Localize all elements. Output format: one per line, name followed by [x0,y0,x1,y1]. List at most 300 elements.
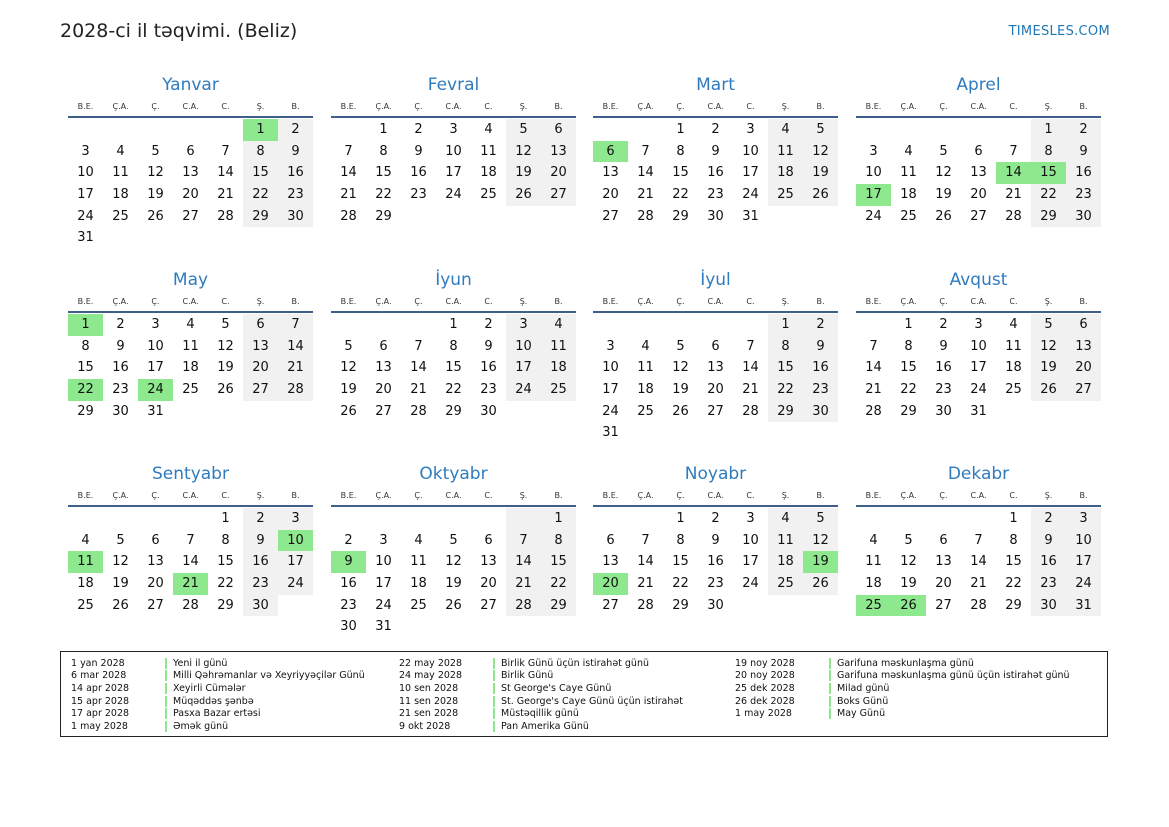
day-cell: 13 [182,165,199,181]
legend-row [399,720,683,733]
day-cell: 10 [742,143,759,159]
day-cell: 12 [147,165,164,181]
month-name: Sentyabr [152,464,229,484]
day-cell: 19 [900,576,917,592]
day-cell: 3 [1066,508,1101,530]
day-cell: 24 [506,379,541,401]
day-cell: 25 [1005,382,1022,398]
day-cell: 8 [904,338,913,354]
legend-marker [165,658,167,669]
day-cell: 22 [900,382,917,398]
month-name: Mart [696,75,735,95]
empty-day-cell [173,508,208,530]
empty-day-cell [366,314,401,336]
day-cell: 29 [243,206,278,228]
weekday-label: Ç. [414,296,423,306]
day-cell: 29 [672,208,689,224]
day-cell: 25 [77,597,94,613]
day-cell: 18 [865,576,882,592]
day-cell: 28 [742,403,759,419]
day-cell: 24 [375,597,392,613]
day-cell: 7 [1009,143,1018,159]
day-cell: 5 [803,119,838,141]
day-cell: 16 [480,360,497,376]
day-cell: 21 [340,187,357,203]
day-cell: 15 [900,360,917,376]
day-cell: 28 [865,403,882,419]
day-cell: 23 [803,379,838,401]
day-cell: 22 [1005,576,1022,592]
weekday-label: C. [1009,490,1018,500]
day-cell: 14 [278,336,313,358]
weekday-header [593,291,838,313]
day-cell: 2 [278,119,313,141]
day-cell: 17 [375,576,392,592]
brand-link[interactable]: TIMESLES.COM [1008,24,1110,39]
day-cell: 11 [768,530,803,552]
day-cell: 11 [541,336,576,358]
day-cell: 24 [970,382,987,398]
weekday-label: B.E. [77,296,94,306]
empty-day-cell [471,508,506,530]
day-cell: 4 [904,143,913,159]
day-grid [68,508,313,616]
day-cell: 8 [676,532,685,548]
weekday-label: Ç.A. [900,101,917,111]
day-cell: 13 [1066,336,1101,358]
weekday-label: Ş. [781,296,790,306]
empty-day-cell [436,508,471,530]
day-cell: 3 [81,143,90,159]
day-cell: 12 [1031,336,1066,358]
day-cell: 6 [974,143,983,159]
day-cell: 16 [707,554,724,570]
legend-marker [493,670,495,681]
day-cell: 2 [414,122,423,137]
empty-day-cell [961,119,996,141]
legend-date: 9 okt 2028 [399,720,451,732]
weekday-label: Ç.A. [112,490,129,500]
empty-day-cell [961,508,996,530]
day-cell: 25 [637,403,654,419]
weekday-label: B. [816,296,825,306]
month-august [856,269,1101,422]
day-grid [856,314,1101,422]
day-cell: 9 [116,338,125,354]
legend-marker [493,696,495,707]
day-cell: 18 [900,187,917,203]
day-cell: 28 [637,208,654,224]
legend-date: 19 noy 2028 [735,657,795,669]
legend-date: 21 sen 2028 [399,708,459,720]
empty-day-cell [593,314,628,336]
empty-day-cell [506,508,541,530]
legend-date: 26 dek 2028 [735,695,795,707]
day-cell: 23 [112,382,129,398]
day-cell: 2 [711,122,720,137]
legend-row [735,707,1070,720]
legend-row [399,670,683,683]
day-cell: 28 [1005,208,1022,224]
day-grid [68,119,313,249]
month-name: Fevral [427,75,480,95]
weekday-label: B.E. [865,101,882,111]
day-cell: 14 [410,360,427,376]
day-cell: 27 [602,597,619,613]
day-cell: 24 [602,403,619,419]
legend-marker [493,658,495,669]
weekday-label: C. [746,101,755,111]
day-cell: 6 [151,532,160,548]
day-cell: 23 [243,573,278,595]
day-cell: 27 [1066,379,1101,401]
day-cell: 20 [602,187,619,203]
month-november [593,463,838,616]
day-cell: 14 [970,554,987,570]
holiday-day-cell: 24 [138,379,173,401]
day-cell: 4 [186,317,195,332]
month-july [593,269,838,444]
weekday-label: Ç.A. [637,101,654,111]
month-march [593,74,838,227]
day-cell: 4 [768,508,803,530]
day-cell: 18 [410,576,427,592]
day-cell: 21 [506,573,541,595]
day-cell: 12 [672,360,689,376]
day-cell: 25 [541,379,576,401]
day-cell: 24 [278,573,313,595]
day-cell: 13 [375,360,392,376]
weekday-header [68,485,313,507]
day-cell: 8 [541,530,576,552]
holiday-day-cell: 21 [173,573,208,595]
day-cell: 22 [541,573,576,595]
day-cell: 16 [410,165,427,181]
legend-holiday-name: May Günü [837,708,886,720]
day-cell: 8 [243,141,278,163]
day-cell: 20 [541,162,576,184]
day-cell: 15 [77,360,94,376]
day-cell: 18 [77,576,94,592]
weekday-label: Ş. [519,490,528,500]
day-cell: 17 [506,357,541,379]
legend-holiday-name: Milli Qəhrəmanlar və Xeyriyyəçilər Günü [173,670,365,682]
day-cell: 24 [445,187,462,203]
legend-row [399,682,683,695]
weekday-label: B. [554,296,563,306]
day-cell: 6 [711,338,720,354]
day-cell: 21 [742,382,759,398]
day-cell: 12 [217,338,234,354]
weekday-label: C.A. [970,101,987,111]
day-cell: 7 [506,530,541,552]
day-cell: 20 [243,357,278,379]
day-cell: 3 [606,338,615,354]
empty-day-cell [68,119,103,141]
day-cell: 7 [186,532,195,548]
month-name: Avqust [949,270,1008,290]
day-cell: 2 [116,317,125,332]
day-cell: 6 [939,532,948,548]
day-cell: 3 [746,122,755,137]
holiday-day-cell: 17 [856,184,891,206]
day-cell: 31 [742,208,759,224]
day-cell: 10 [1066,530,1101,552]
day-cell: 13 [602,554,619,570]
day-grid [593,508,838,616]
day-cell: 3 [974,317,983,332]
day-cell: 31 [970,403,987,419]
day-cell: 19 [217,360,234,376]
day-cell: 12 [803,141,838,163]
day-cell: 18 [768,162,803,184]
legend-marker [829,696,831,707]
day-cell: 8 [81,338,90,354]
empty-day-cell [103,508,138,530]
weekday-label: Ç.A. [375,296,392,306]
day-cell: 25 [410,597,427,613]
weekday-label: Ç. [676,101,685,111]
legend-date: 10 sen 2028 [399,682,459,694]
weekday-label: Ş. [1044,101,1053,111]
day-grid [593,119,838,227]
empty-day-cell [891,508,926,530]
day-cell: 7 [869,338,878,354]
weekday-label: Ç. [676,296,685,306]
day-cell: 9 [803,336,838,358]
weekday-label: B. [291,490,300,500]
month-february [331,74,576,227]
weekday-label: Ş. [519,296,528,306]
legend-holiday-name: Müqəddəs şənbə [173,695,254,707]
day-cell: 3 [449,122,458,137]
day-cell: 26 [672,403,689,419]
weekday-label: B.E. [340,101,357,111]
empty-day-cell [68,508,103,530]
legend-holiday-name: St George's Caye Günü [501,682,612,694]
day-cell: 28 [217,208,234,224]
day-cell: 8 [379,143,388,159]
legend-date: 20 noy 2028 [735,670,795,682]
day-cell: 11 [480,143,497,159]
day-cell: 26 [112,597,129,613]
day-cell: 9 [484,338,493,354]
day-cell: 3 [869,143,878,159]
day-cell: 17 [602,382,619,398]
day-cell: 6 [186,143,195,159]
day-cell: 10 [445,143,462,159]
weekday-label: Ç. [939,490,948,500]
day-cell: 17 [1066,551,1101,573]
day-cell: 14 [506,551,541,573]
day-cell: 16 [1031,551,1066,573]
weekday-label: Ç. [414,101,423,111]
day-cell: 30 [480,403,497,419]
day-cell: 27 [602,208,619,224]
day-cell: 7 [344,143,353,159]
day-cell: 7 [278,314,313,336]
day-cell: 20 [147,576,164,592]
day-cell: 30 [935,403,952,419]
day-cell: 19 [803,162,838,184]
day-cell: 26 [1031,379,1066,401]
day-cell: 12 [340,360,357,376]
day-cell: 30 [803,401,838,423]
day-cell: 29 [445,403,462,419]
day-cell: 1 [676,511,685,526]
day-cell: 23 [1031,573,1066,595]
legend-holiday-name: Müstəqillik günü [501,708,579,720]
day-cell: 31 [602,425,619,441]
day-cell: 19 [112,576,129,592]
day-cell: 15 [375,165,392,181]
legend-marker [493,708,495,719]
day-cell: 29 [541,595,576,617]
legend-holiday-name: Yeni il günü [173,657,228,669]
day-cell: 11 [865,554,882,570]
day-cell: 22 [1031,184,1066,206]
weekday-label: Ç. [414,490,423,500]
day-cell: 27 [970,208,987,224]
day-cell: 18 [637,382,654,398]
weekday-label: B. [816,490,825,500]
day-cell: 4 [484,122,493,137]
day-cell: 20 [707,382,724,398]
weekday-label: C. [746,296,755,306]
weekday-label: Ş. [781,101,790,111]
day-cell: 9 [243,530,278,552]
weekday-label: B. [291,296,300,306]
weekday-label: Ş. [1044,490,1053,500]
day-cell: 23 [707,187,724,203]
day-cell: 23 [340,597,357,613]
weekday-label: C. [1009,101,1018,111]
day-cell: 29 [375,208,392,224]
weekday-header [331,291,576,313]
day-cell: 10 [147,338,164,354]
day-cell: 13 [602,165,619,181]
day-cell: 29 [1031,206,1066,228]
weekday-label: Ç.A. [375,101,392,111]
empty-day-cell [926,508,961,530]
day-cell: 9 [278,141,313,163]
day-cell: 10 [506,336,541,358]
day-cell: 27 [243,379,278,401]
day-cell: 24 [742,187,759,203]
month-name: Aprel [956,75,1001,95]
day-cell: 12 [803,530,838,552]
weekday-label: Ş. [781,490,790,500]
day-cell: 10 [602,360,619,376]
weekday-label: Ş. [519,101,528,111]
day-cell: 11 [112,165,129,181]
day-cell: 26 [340,403,357,419]
day-cell: 16 [803,357,838,379]
legend-row [735,670,1070,683]
day-cell: 15 [672,165,689,181]
holiday-day-cell: 26 [891,595,926,617]
day-cell: 25 [900,208,917,224]
day-cell: 5 [803,508,838,530]
weekday-label: B.E. [865,490,882,500]
day-cell: 18 [768,551,803,573]
empty-day-cell [593,508,628,530]
weekday-label: B.E. [340,490,357,500]
weekday-label: B.E. [602,490,619,500]
legend-row [735,695,1070,708]
day-cell: 31 [77,230,94,246]
day-cell: 18 [541,357,576,379]
day-cell: 14 [865,360,882,376]
weekday-label: B.E. [865,296,882,306]
day-cell: 5 [151,143,160,159]
day-cell: 2 [1031,508,1066,530]
weekday-label: B.E. [602,101,619,111]
legend-holiday-name: Xeyirli Cümələr [173,682,246,694]
day-cell: 29 [217,597,234,613]
day-cell: 24 [742,576,759,592]
day-cell: 28 [410,403,427,419]
day-cell: 4 [81,532,90,548]
legend-date: 17 apr 2028 [71,708,130,720]
day-cell: 1 [449,317,458,332]
day-cell: 19 [147,187,164,203]
legend-marker [165,670,167,681]
legend-date: 11 sen 2028 [399,695,459,707]
day-cell: 13 [243,336,278,358]
day-cell: 28 [278,379,313,401]
day-cell: 19 [506,162,541,184]
day-cell: 27 [182,208,199,224]
empty-day-cell [856,119,891,141]
day-cell: 17 [278,551,313,573]
legend-row [399,657,683,670]
weekday-label: B.E. [602,296,619,306]
weekday-label: Ç. [939,296,948,306]
day-cell: 19 [340,382,357,398]
day-cell: 30 [1066,206,1101,228]
day-cell: 11 [182,338,199,354]
weekday-label: B. [816,101,825,111]
day-cell: 3 [151,317,160,332]
legend-row [399,707,683,720]
day-cell: 1 [676,122,685,137]
day-cell: 6 [541,119,576,141]
day-cell: 29 [900,403,917,419]
legend-marker [829,683,831,694]
day-grid [331,508,576,638]
day-cell: 7 [221,143,230,159]
weekday-label: Ç.A. [112,101,129,111]
day-cell: 28 [970,597,987,613]
day-cell: 29 [768,401,803,423]
day-cell: 20 [375,382,392,398]
weekday-label: C.A. [445,101,462,111]
day-cell: 19 [672,382,689,398]
empty-day-cell [208,119,243,141]
empty-day-cell [173,119,208,141]
empty-day-cell [331,314,366,336]
weekday-label: Ç. [939,101,948,111]
day-cell: 4 [1009,317,1018,332]
day-cell: 25 [182,382,199,398]
day-cell: 16 [707,165,724,181]
legend-holiday-name: Garifuna məskunlaşma günü [837,657,974,669]
day-cell: 14 [637,165,654,181]
day-cell: 21 [970,576,987,592]
day-cell: 6 [243,314,278,336]
day-grid [331,314,576,422]
